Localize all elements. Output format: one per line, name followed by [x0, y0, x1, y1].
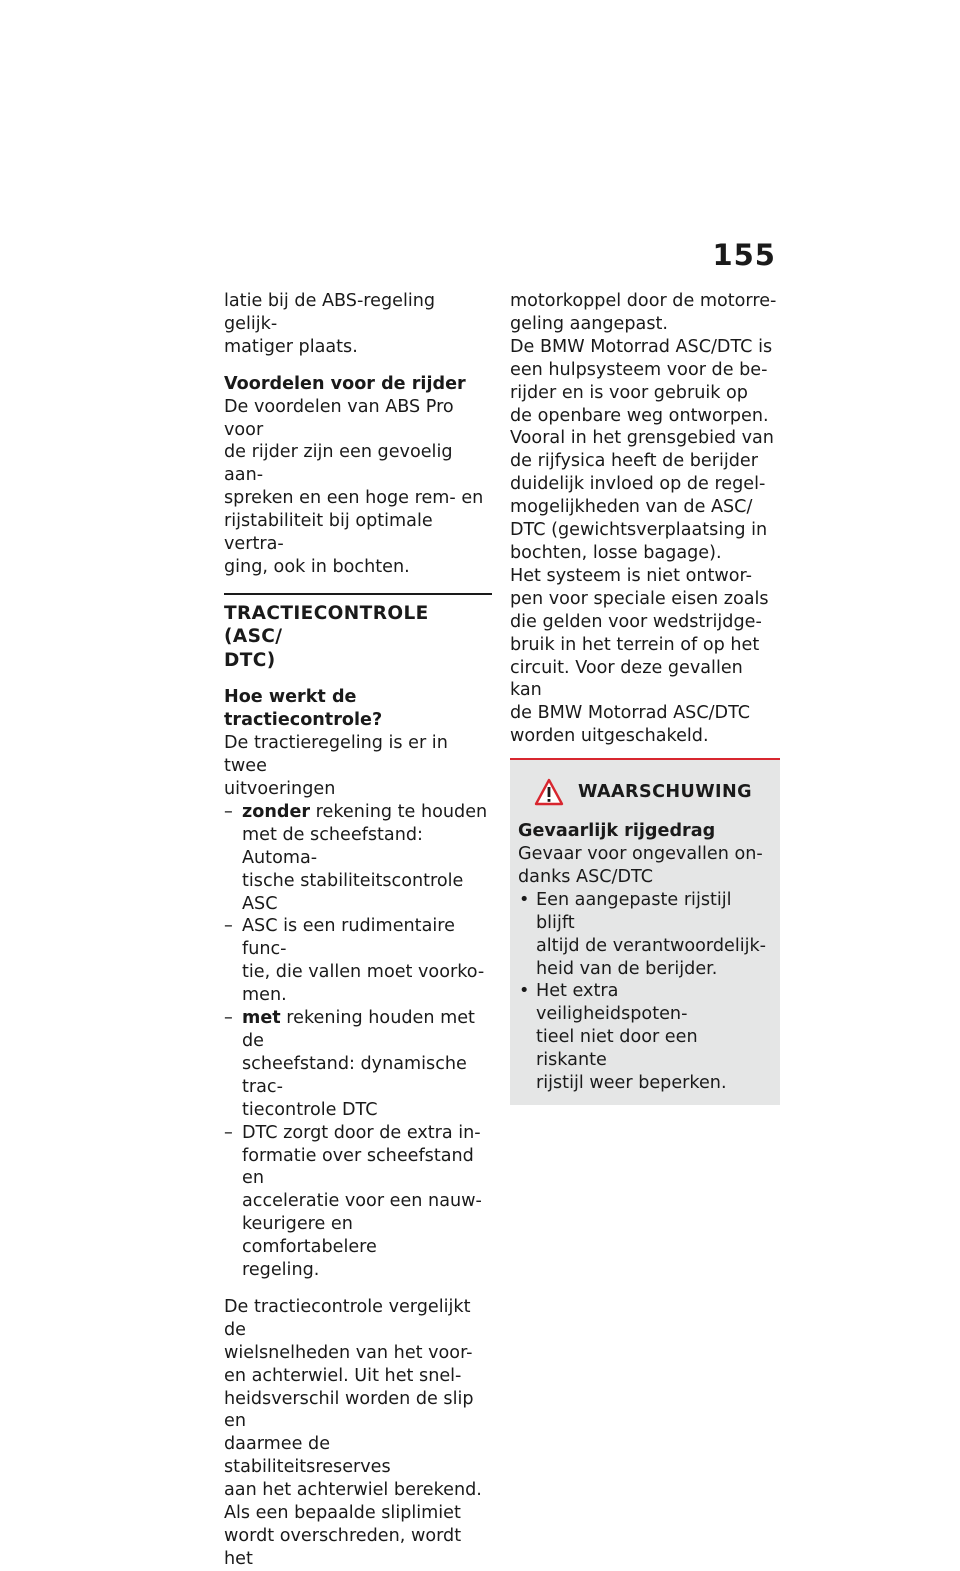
warning-box	[510, 758, 780, 1105]
list-item: • Een aangepaste rijstijl blijft altijd de verantwoordelijk- heid van de berijder.	[519, 889, 767, 979]
warning-title: Gevaarlijk rijgedrag	[518, 821, 716, 842]
advantages-paragraph: Voordelen voor de rijder De voordelen van ABS Pro voor de rijder zijn een gevoelig aan- spreken en een hoge rem- en rijstabiliteit bij optimale vertra- ging, ook in bochten.	[224, 373, 484, 577]
continuation-paragraph: motorkoppel door de motorre- geling aangepast. De BMW Motorrad ASC/DTC is een hulpsysteem voor de be- rijder en is voor gebruik op de openbare weg ontworpen. Vooral in het grensgebied van de rijfysica heeft de berijder duidelijk invloed op de regel- mogelijkheden van de ASC/ DTC (gewichtsverplaatsing in bochten, losse bagage). Het systeem is niet ontwor- pen voor speciale eisen zoals die gelden voor wedstrijdge- bruik in het terrein of op het circuit. Voor deze gevallen kan de BMW Motorrad ASC/DTC worden uitgeschakeld.	[510, 291, 777, 747]
intro-paragraph: latie bij de ABS-regeling gelijk- matiger plaats.	[224, 291, 436, 357]
how-it-works-paragraph: Hoe werkt de tractiecontrole? De tractieregeling is er in twee uitvoeringen	[224, 687, 448, 799]
list-item: – met rekening houden met de scheefstand: dynamische trac- tiecontrole DTC	[224, 1008, 475, 1120]
warning-label: WAARSCHUWING	[578, 782, 752, 803]
section-title: TRACTIECONTROLE (ASC/ DTC)	[224, 602, 429, 671]
warning-triangle-icon	[534, 778, 564, 806]
list-item: – ASC is een rudimentaire func- tie, die vallen moet voorko- men.	[224, 916, 485, 1006]
list-item: • Het extra veiligheidspoten- tieel niet door een riskante rijstijl weer beperken.	[519, 981, 727, 1094]
page-number: 155	[712, 238, 776, 272]
comparison-paragraph: De tractiecontrole vergelijkt de wielsnelheden van het voor- en achterwiel. Uit het snel- heidsverschil worden de slip en daarmee de stabiliteitsreserves aan het achterwiel berekend. Als een bepaalde sliplimiet wordt overschreden, wordt het	[224, 1296, 482, 1569]
how-it-works-heading: Hoe werkt de tractiecontrole?	[224, 687, 383, 731]
advantages-heading: Voordelen voor de rijder	[224, 373, 466, 394]
traction-modes-list	[224, 801, 492, 1282]
list-item: – DTC zorgt door de extra in- formatie over scheefstand en acceleratie voor een nauw- keurigere en comfortabelere regeling.	[224, 1122, 482, 1281]
section-divider	[224, 593, 492, 673]
warning-text: Gevaarlijk rijgedrag Gevaar voor ongevallen on- danks ASC/DTC	[518, 821, 763, 887]
right-column	[510, 290, 780, 1105]
list-item: – zonder rekening te houden met de scheefstand: Automa- tische stabiliteitscontrole ASC	[224, 801, 488, 914]
warning-bullet-list	[518, 889, 772, 1095]
left-column	[224, 290, 492, 1571]
warning-header	[534, 778, 772, 806]
